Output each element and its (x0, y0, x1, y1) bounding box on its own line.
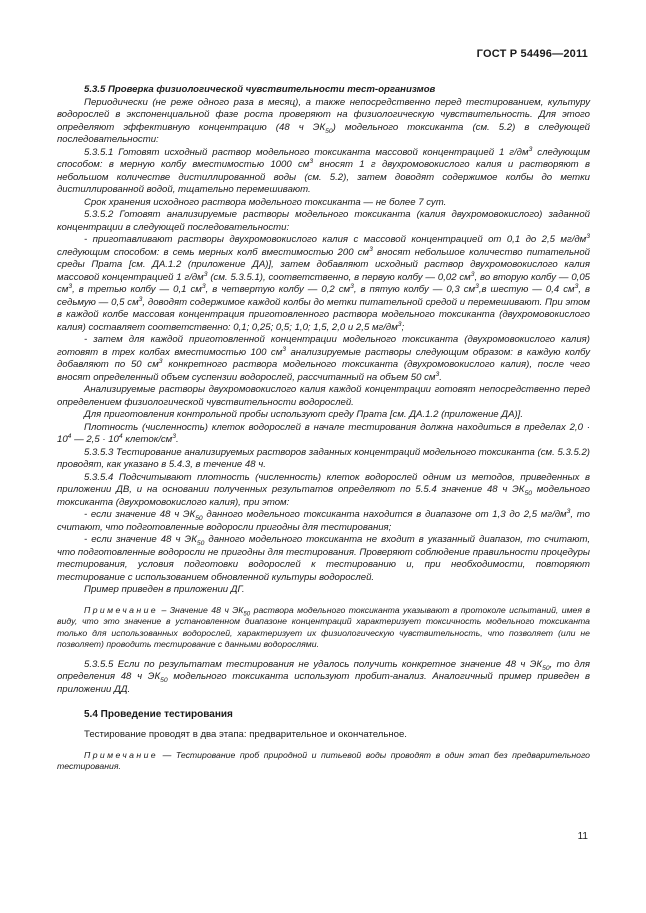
section-5-3-5-3: 5.3.5.3 Тестирование анализируемых растворов заданных концентраций модельного токсиканта (см. 5.3.5.2) проводят, как указано в 5.4.3, в течение 48 ч. (57, 446, 590, 470)
page-content (57, 84, 590, 773)
note-2-label: Примечание (84, 749, 159, 760)
bullet-prepare-solutions: - приготавливают растворы двухромовокислого калия с массовой концентрацией от 0,1 до 2,5 $мг/дм^3$ следующим способом: в семь мерных колб вместимостью 200 $см^3$ вносят небольшое количество питательной среды Прата [см. ДА.1.2 (приложение ДА)], затем добавляют исходный раствор двухромовокислого калия массовой концентрацией 1 $г/дм^3$ (см. 5.3.5.1), соответственно, в первую колбу — 0,02 $см^3$, во вторую колбу — 0,05 $см^3$, в третью колбу — 0,1 $см^3$, в четвертую колбу — 0,2 $см^3$, в пятую колбу — 0,3 $см^3,в$ шестую — 0,4 $см^3$, в седьмую — 0,5 $см^3$, доводят содержимое каждой колбы до метки питательной средой и перемешивают. При этом в каждой колбе массовая концентрация приготовленного раствора модельного токсиканта (двухромовокислого калия) составляет соответственно: 0,1; 0,25; 0,5; 1,0; 1,5, 2,0 и 2,5 $мг/дм^3$; (57, 232, 591, 333)
note-1-text: – Значение 48 ч $ЭК_{50}$ раствора модельного токсиканта указывают в протоколе испытаний, имея в виду, что это значение в установленном диапазоне концентраций характеризует токсичность модельного токсиканта только для использованных водорослей, характеризует их физиологическую чувствительность, что позволяет (или не позволяет) проводить тестирование с данными водорослями. (57, 604, 590, 650)
control-sample: Для приготовления контрольной пробы используют среду Прата [см. ДА.1.2 (приложение ДА)]. (84, 409, 523, 420)
example-reference: Пример приведен в приложении ДГ. (84, 584, 245, 595)
condition-suitable: - если значение 48 ч $ЭК_{50}$ данного модельного токсиканта находится в диапазоне от 1,3 до 2,5 $мг/дм^3$, то считают, что подготовленные водоросли пригодны для тестирования; (57, 507, 590, 533)
section-5-4-text: Тестирование проводят в два этапа: предварительное и окончательное. (84, 729, 407, 741)
analyzed-solutions-note: Анализируемые растворы двухромовокислого калия каждой концентрации готовят непосредственно перед определением физиологической чувствительности водорослей. (57, 384, 590, 408)
section-5-3-5-5: 5.3.5.5 Если по результатам тестирования не удалось получить конкретное значение 48 ч $ЭК_{50}$, то для определения 48 ч $ЭК_{50}$ модельного токсиканта используют пробит-анализ. Аналогичный пример приведен в приложении ДД. (57, 658, 590, 695)
note-1 (57, 605, 590, 651)
cell-density: Плотность (численность) клеток водорослей в начале тестирования должна находиться в пределах $2,0 \cdot 10^4$ — $2,5 \cdot 10^4$ клеток/$см^3$. (57, 421, 590, 445)
condition-unsuitable: - если значение 48 ч $ЭК_{50}$ данного модельного токсиканта не входит в указанный диапазон, то считают, что подготовленные водоросли не пригодны для тестирования. Проверяют соблюдение правильности процедуры тестирования, условия подготовки водорослей к тестированию и, при необходимости, повторяют тестирование с использованием обновленной культуры водорослей. (57, 534, 590, 583)
section-5-4-title: 5.4 Проведение тестирования (84, 709, 233, 721)
standard-number: ГОСТ Р 54496—2011 (476, 48, 588, 60)
note-2-text: — Тестирование проб природной и питьевой воды проводят в один этап без предварительного тестирования. (57, 749, 591, 772)
section-5-3-5-title: 5.3.5 Проверка физиологической чувствительности тест-организмов (84, 84, 436, 95)
section-5-3-5-intro: Периодически (не реже одного раза в месяц), а также непосредственно перед тестированием, культуру водорослей в экспоненциальной фазе роста проверяют на физиологическую чувствительность. Для этого определяют эффективную концентрацию (48 ч $ЭК_{50}$) модельного токсиканта (см. 5.2) в следующей последовательности: (57, 96, 590, 145)
bullet-prepare-flasks: - затем для каждой приготовленной концентрации модельного токсиканта (двухромовокислого калия) готовят в трех колбах вместимостью 100 $см^3$ анализируемые растворы следующим образом: в каждую колбу добавляют по 50 $см^3$ конкретного раствора модельного токсиканта (двухромовокислого калия), после чего вносят определенный объем суспензии водорослей, рассчитанный на объем 50 $см^3$. (57, 334, 590, 383)
note-1-label: Примечание (84, 604, 159, 615)
section-5-3-5-4: 5.3.5.4 Подсчитывают плотность (численность) клеток водорослей одним из методов, приведенных в приложении ДВ, и на основании полученных результатов определяют по 5.5.4 значение 48 ч $ЭК_{50}$ модельного токсиканта (двухромовокислого калия), при этом: (57, 471, 590, 508)
note-2 (57, 750, 590, 773)
page-number: 11 (577, 831, 588, 842)
storage-note: Срок хранения исходного раствора модельного токсиканта — не более 7 сут. (84, 196, 447, 208)
section-5-3-5-1: 5.3.5.1 Готовят исходный раствор модельного токсиканта массовой концентрацией 1 $г/дм^3$ следующим способом: в мерную колбу вместимостью 1000 $см^3$ вносят 1 г двухромовокислого калия и растворяют в небольшом количестве дистиллированной воды (см. 5.2), затем доводят содержимое колбы до метки дистиллированной водой, тщательно перемешивают. (57, 145, 590, 195)
section-5-3-5-2: 5.3.5.2 Готовят анализируемые растворы модельного токсиканта (калия двухромовокислого) заданной концентрации в следующей последовательности: (57, 209, 590, 233)
